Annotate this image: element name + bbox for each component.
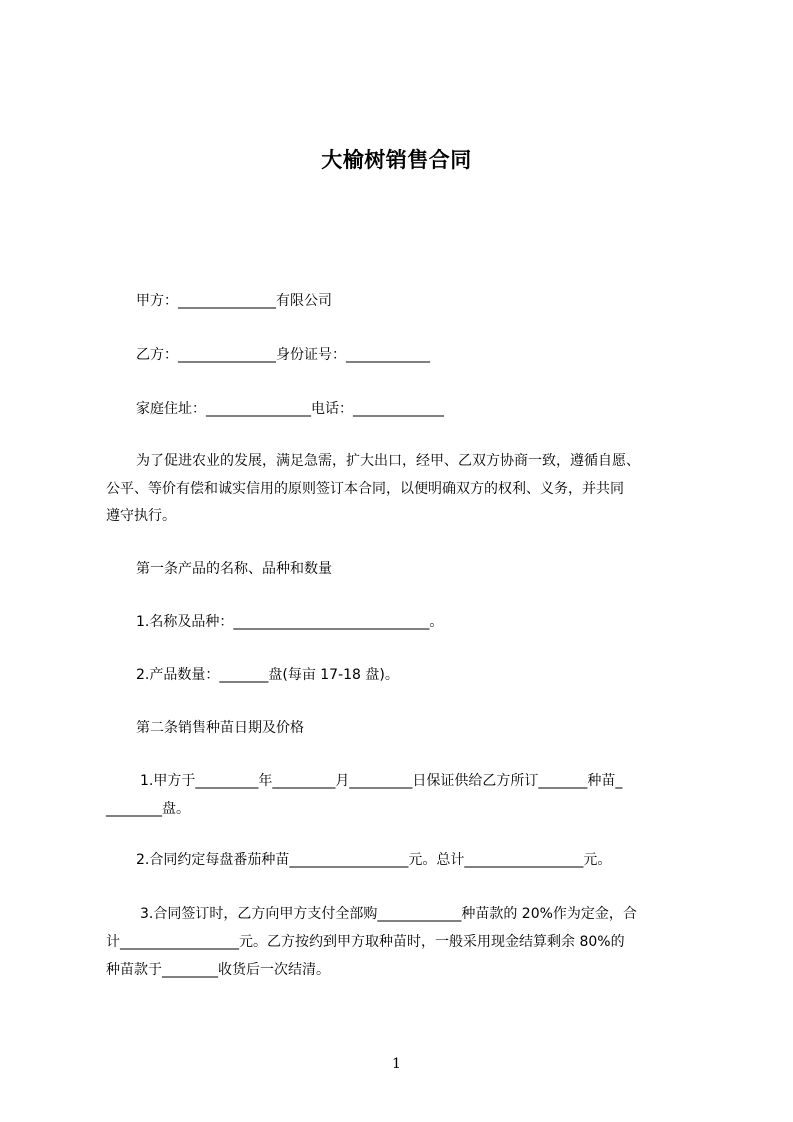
party-a-line: 甲方：______________有限公司 — [136, 293, 332, 309]
intro-paragraph-line-3: 遵守执行。 — [106, 508, 176, 524]
intro-paragraph-line-1: 为了促进农业的发展，满足急需，扩大出口，经甲、乙双方协商一致，遵循自愿、 — [136, 453, 640, 469]
intro-paragraph-line-2: 公平、等价有偿和诚实信用的原则签订本合同，以便明确双方的权利、义务，并共同 — [106, 481, 624, 497]
article-1-heading: 第一条产品的名称、品种和数量 — [136, 561, 332, 577]
article-2-heading: 第二条销售种苗日期及价格 — [136, 720, 304, 736]
article-1-item-2: 2.产品数量：_______盘(每亩 17-18 盘)。 — [136, 667, 399, 683]
article-2-item-3-line-3: 种苗款于________收货后一次结清。 — [106, 962, 330, 978]
article-2-item-3-line-2: 计_________________元。乙方按约到甲方取种苗时，一般采用现金结算剩余 80%的 — [106, 934, 625, 950]
page-number: 1 — [392, 1056, 401, 1072]
article-2-item-1-line-1: 1.甲方于_________年_________月_________日保证供给乙方所订_______种苗_ — [140, 773, 623, 789]
party-b-line: 乙方：______________身份证号：____________ — [136, 347, 430, 363]
article-2-item-2: 2.合同约定每盘番茄种苗_________________元。总计_________________元。 — [136, 852, 612, 868]
article-1-item-1: 1.名称及品种：____________________________。 — [136, 614, 444, 630]
article-2-item-1-line-2: ________盘。 — [106, 801, 190, 817]
article-2-item-3-line-1: 3.合同签订时，乙方向甲方支付全部购____________种苗款的 20%作为定金，合 — [140, 906, 637, 922]
document-title: 大榆树销售合同 — [321, 148, 472, 172]
address-phone-line: 家庭住址：_______________电话：_____________ — [136, 401, 444, 417]
